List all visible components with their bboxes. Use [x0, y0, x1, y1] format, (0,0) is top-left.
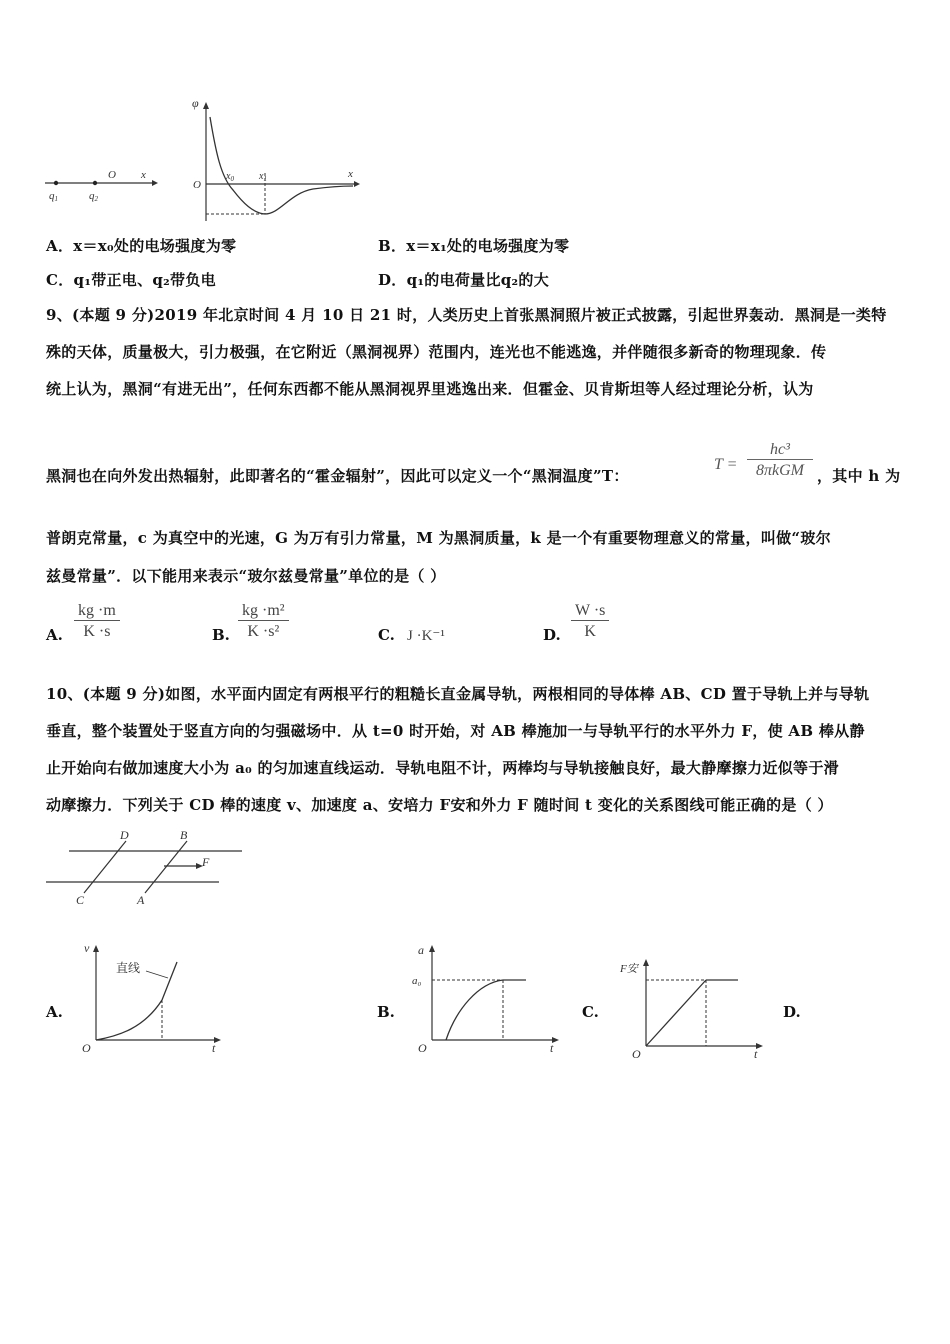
q10-option-d-label[interactable]: D.: [783, 1003, 801, 1021]
q10-line-1: 10、(本题 9 分)如图，水平面内固定有两根平行的粗糙长直金属导轨，两根相同的导体棒 AB、CD 置于导轨上并与导轨: [46, 685, 870, 703]
graph-b-a0-label: a₀: [412, 975, 422, 987]
q9-line-1: 9、(本题 9 分)2019 年北京时间 4 月 10 日 21 时，人类历史上首张黑洞照片被正式披露，引起世界轰动．黑洞是一类特: [46, 306, 887, 324]
q9-option-a-num: kg ·m: [78, 602, 116, 619]
q9-option-b-den: K ·s²: [238, 620, 289, 641]
graph-b-a-t[interactable]: [408, 938, 563, 1056]
charge-q1-dot: [54, 181, 58, 185]
x1-label: $x_1$: [259, 171, 267, 183]
charge-q2-dot: [93, 181, 97, 185]
label-d: D: [120, 828, 129, 842]
q9-option-c-value[interactable]: J ·K⁻¹: [407, 628, 445, 644]
q10-option-c-label[interactable]: C.: [582, 1003, 599, 1021]
formula-numerator: hc³: [770, 441, 790, 458]
phi-label: φ: [192, 96, 199, 110]
q9-line-2: 殊的天体，质量极大，引力极强，在它附近（黑洞视界）范围内，连光也不能逃逸，并伴随很多新奇的物理现象．传: [46, 343, 827, 361]
q10-line-3: 止开始向右做加速度大小为 a₀ 的匀加速直线运动．导轨电阻不计，两棒均与导轨接触良好，最大静摩擦力近似等于滑: [46, 759, 839, 777]
graph-a-straight-segment: [162, 962, 177, 1000]
graph-a-note: 直线: [116, 961, 141, 975]
graph-c-f-t[interactable]: [616, 952, 771, 1064]
phi-axis-arrow: [203, 102, 209, 109]
q9-option-a-label[interactable]: A.: [46, 626, 63, 644]
graph-b-origin: O: [418, 1041, 427, 1055]
label-b: B: [180, 828, 188, 842]
label-c: C: [76, 893, 85, 907]
q10-line-4: 动摩擦力．下列关于 CD 棒的速度 v、加速度 a、安培力 F安和外力 F 随时间 t 变化的关系图线可能正确的是（ ）: [46, 796, 833, 814]
graph-a-x-label: t: [212, 1041, 216, 1055]
q10-line-2: 垂直，整个装置处于竖直方向的匀强磁场中．从 t=0 时开始，对 AB 棒施加一与导轨平行的水平外力 F，使 AB 棒从静: [46, 722, 865, 740]
q9-option-c-label[interactable]: C.: [378, 626, 395, 644]
q10-option-a-label[interactable]: A.: [46, 1003, 63, 1021]
rod-cd: [84, 841, 126, 893]
potential-graph: [188, 95, 363, 227]
q9-option-d-num: W ·s: [575, 602, 606, 619]
charge-origin-label: O: [108, 169, 116, 181]
x0-label: $x_0$: [226, 171, 234, 183]
graph-a-v-t[interactable]: [74, 938, 224, 1056]
x-label: x: [348, 168, 353, 180]
q9-option-a-value[interactable]: [74, 602, 120, 641]
q9-line-4b: ，其中 h 为: [817, 467, 901, 485]
graph-c-ramp: [646, 980, 706, 1046]
graph-a-curve: [96, 1000, 162, 1040]
q9-option-b-label[interactable]: B.: [212, 626, 230, 644]
q9-option-d-value[interactable]: [571, 602, 609, 641]
graph-c-y-label: F安: [620, 963, 638, 975]
potential-curve: [210, 117, 353, 214]
q9-line-5: 普朗克常量，c 为真空中的光速，G 为万有引力常量，M 为黑洞质量，k 是一个有重要物理意义的常量，叫做“玻尔: [46, 529, 831, 547]
graph-c-origin: O: [632, 1047, 641, 1061]
q9-option-a-den: K ·s: [74, 620, 120, 641]
graph-b-y-label: a: [418, 943, 424, 957]
label-f: F: [202, 855, 210, 869]
formula-denominator: 8πkGM: [747, 459, 813, 480]
q9-line-4a: 黑洞也在向外发出热辐射，此即著名的“霍金辐射”，因此可以定义一个“黑洞温度”T：: [46, 467, 629, 485]
formula-lhs: T =: [714, 456, 738, 473]
q8-option-d[interactable]: D．q₁的电荷量比q₂的大: [378, 271, 550, 289]
rails-figure: [44, 828, 249, 910]
origin-label: O: [193, 179, 201, 191]
graph-b-y-arrow: [429, 945, 435, 952]
q8-option-a[interactable]: A．x＝x₀处的电场强度为零: [46, 237, 237, 255]
graph-a-y-label: v: [84, 941, 90, 955]
q9-option-d-den: K: [571, 620, 609, 641]
charge-q2-label: q2: [89, 190, 98, 203]
charge-axis-figure: [40, 165, 160, 210]
graph-b-x-label: t: [550, 1041, 554, 1055]
graph-a-y-arrow: [93, 945, 99, 952]
formula-fraction: [747, 441, 813, 480]
graph-c-y-arrow: [643, 959, 649, 966]
q8-option-b[interactable]: B．x＝x₁处的电场强度为零: [378, 237, 570, 255]
q9-option-b-value[interactable]: [238, 602, 289, 641]
x-axis-arrow: [354, 181, 360, 187]
q9-line-3: 统上认为，黑洞“有进无出”，任何东西都不能从黑洞视界里逃逸出来．但霍金、贝肯斯坦等人经过理论分析，认为: [46, 380, 814, 398]
q8-option-c[interactable]: C．q₁带正电、q₂带负电: [46, 271, 216, 289]
q10-option-b-label[interactable]: B.: [377, 1003, 395, 1021]
charge-x-label: x: [141, 169, 146, 181]
q9-option-b-num: kg ·m²: [242, 602, 285, 619]
q9-option-d-label[interactable]: D.: [543, 626, 561, 644]
graph-b-curve: [446, 980, 503, 1040]
label-a: A: [137, 893, 145, 907]
graph-a-note-pointer: [146, 971, 168, 978]
charge-axis-arrow: [152, 180, 158, 186]
charge-q1-label: q1: [49, 190, 58, 203]
rod-ab: [145, 841, 187, 893]
graph-a-origin: O: [82, 1041, 91, 1055]
q9-line-6: 兹曼常量”．以下能用来表示“玻尔兹曼常量”单位的是（ ）: [46, 567, 446, 585]
graph-c-x-label: t: [754, 1047, 758, 1061]
